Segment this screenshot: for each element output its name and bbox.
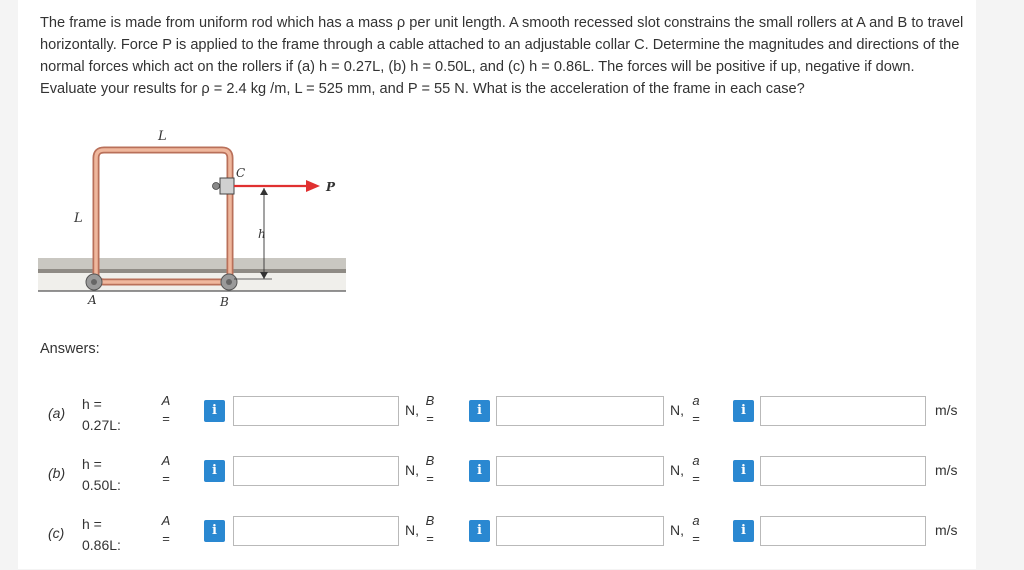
label-p: P: [326, 180, 336, 194]
h-value-label: [82, 514, 132, 556]
h-line1: h =: [82, 396, 102, 412]
info-icon[interactable]: i: [733, 520, 754, 542]
h-value-label: [82, 454, 132, 496]
symbol-a: [155, 452, 177, 488]
equals-sign: =: [426, 411, 434, 426]
symbol-accel: [685, 512, 707, 548]
h-line1: h =: [82, 456, 102, 472]
symbol-b: [419, 512, 441, 548]
symbol-top: A: [161, 453, 171, 468]
symbol-a: [155, 512, 177, 548]
label-a: A: [88, 293, 97, 307]
unit-n: N,: [670, 522, 684, 538]
normal-force-a-input[interactable]: [233, 456, 399, 486]
equals-sign: =: [426, 471, 434, 486]
symbol-top: a: [692, 453, 700, 468]
symbol-b: [419, 452, 441, 488]
label-l-top: L: [158, 129, 167, 144]
answer-row-a: [0, 393, 1024, 450]
part-label: (c): [48, 525, 65, 541]
unit-accel: m/s: [935, 462, 958, 478]
symbol-b: [419, 392, 441, 428]
acceleration-input[interactable]: [760, 516, 926, 546]
unit-accel: m/s: [935, 522, 958, 538]
h-value-label: [82, 394, 132, 436]
symbol-top: A: [161, 393, 171, 408]
symbol-top: a: [692, 393, 700, 408]
label-h: h: [258, 227, 266, 241]
normal-force-a-input[interactable]: [233, 516, 399, 546]
unit-n: N,: [405, 402, 419, 418]
equals-sign: =: [162, 411, 170, 426]
label-b: B: [220, 295, 229, 309]
acceleration-input[interactable]: [760, 456, 926, 486]
symbol-top: B: [425, 453, 435, 468]
normal-force-b-input[interactable]: [496, 516, 664, 546]
equals-sign: =: [692, 411, 700, 426]
unit-accel: m/s: [935, 402, 958, 418]
equals-sign: =: [162, 531, 170, 546]
acceleration-input[interactable]: [760, 396, 926, 426]
info-icon[interactable]: i: [469, 400, 490, 422]
equals-sign: =: [692, 531, 700, 546]
info-icon[interactable]: i: [469, 460, 490, 482]
info-icon[interactable]: i: [204, 400, 225, 422]
unit-n: N,: [405, 462, 419, 478]
symbol-top: B: [425, 393, 435, 408]
label-l-left: L: [74, 211, 83, 226]
equals-sign: =: [162, 471, 170, 486]
normal-force-b-input[interactable]: [496, 456, 664, 486]
force-p-arrow: [306, 180, 320, 192]
equals-sign: =: [426, 531, 434, 546]
h-line1: h =: [82, 516, 102, 532]
h-line2: 0.50L:: [82, 477, 121, 493]
answers-label: Answers:: [40, 341, 100, 357]
normal-force-b-input[interactable]: [496, 396, 664, 426]
frame-diagram: [38, 122, 350, 312]
problem-statement: The frame is made from uniform rod which has a mass ρ per unit length. A smooth recessed slot constrains the small rollers at A and B to travel horizontally. Force P is applied to the frame through a cable attached to an adjustable collar C. Determine the magnitudes and directions of the normal forces which act on the rollers if (a) h = 0.27L, (b) h = 0.50L, and (c) h = 0.86L. The forces will be positive if up, negative if down. Evaluate your results for ρ = 2.4 kg /m, L = 525 mm, and P = 55 N. What is the acceleration of the frame in each case?: [40, 15, 964, 97]
normal-force-a-input[interactable]: [233, 396, 399, 426]
unit-n: N,: [670, 462, 684, 478]
symbol-top: A: [161, 513, 171, 528]
h-line2: 0.86L:: [82, 537, 121, 553]
collar-c: [220, 178, 234, 194]
symbol-top: B: [425, 513, 435, 528]
symbol-accel: [685, 392, 707, 428]
symbol-top: a: [692, 513, 700, 528]
unit-n: N,: [670, 402, 684, 418]
answer-row-c: [0, 513, 1024, 570]
part-label: (a): [48, 405, 66, 421]
info-icon[interactable]: i: [469, 520, 490, 542]
symbol-a: [155, 392, 177, 428]
part-label: (b): [48, 465, 66, 481]
label-c: C: [236, 166, 246, 180]
info-icon[interactable]: i: [204, 460, 225, 482]
answer-row-b: [0, 453, 1024, 510]
info-icon[interactable]: i: [204, 520, 225, 542]
info-icon[interactable]: i: [733, 460, 754, 482]
symbol-accel: [685, 452, 707, 488]
equals-sign: =: [692, 471, 700, 486]
info-icon[interactable]: i: [733, 400, 754, 422]
h-line2: 0.27L:: [82, 417, 121, 433]
unit-n: N,: [405, 522, 419, 538]
